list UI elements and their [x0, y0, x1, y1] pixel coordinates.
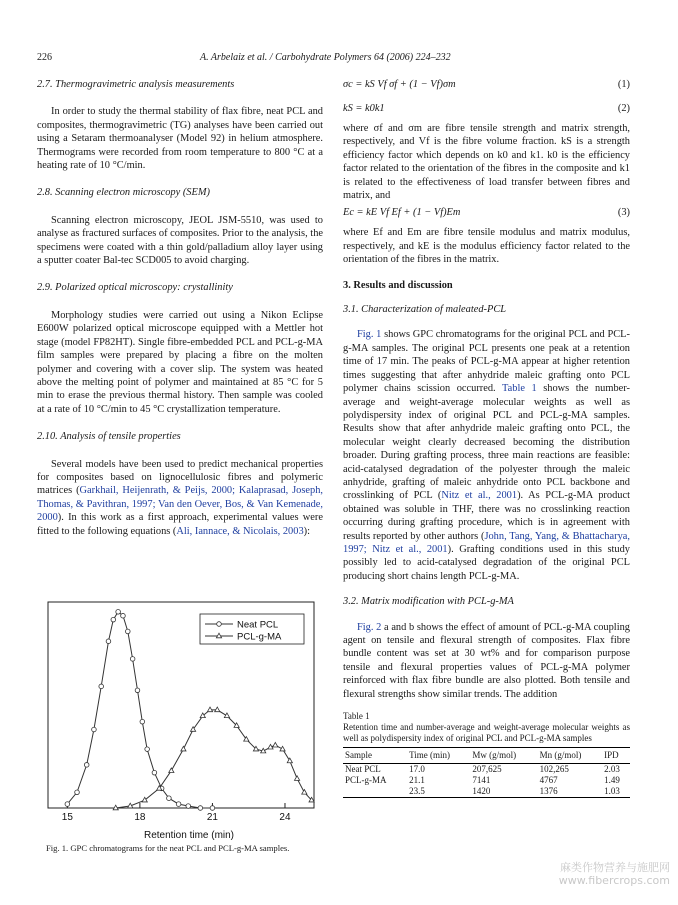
data-point-neat-pcl	[152, 770, 157, 775]
data-point-neat-pcl	[145, 747, 150, 752]
section-text-2-10: Several models have been used to predict mechanical properties for composites based on lignocellulosic fibres and polymeric matrices (Garkhail, Heijenrath, & Peijs, 2000; Kalaprasad, Joseph, Thomas, & Pavithran, 1997; Van den Oever, Bos, & Van Kemenade, 2000). In this work as a first approach, experimental values were fitted to the following equations (Ali, Iannace, & Nicolais, 2003):	[37, 458, 323, 537]
x-tick-label: 18	[134, 812, 146, 823]
gpc-chromatogram-chart	[40, 594, 322, 840]
citation-link[interactable]: Garkhail, Heijenrath, & Peijs, 2000; Kalaprasad, Joseph, Thomas, & Pavithran, 1997; Van den Oever, Bos, & Van Kemenade, 2000	[37, 485, 323, 524]
data-point-neat-pcl	[210, 806, 215, 811]
data-point-neat-pcl	[121, 613, 126, 618]
table-header: IPD	[602, 748, 630, 764]
table-row: Neat PCL 17.0 207,625 102,265 2.03	[345, 764, 620, 775]
citation-link[interactable]: John, Tang, Yang, & Bhattacharya, 1997; Nitz et al., 2001	[343, 530, 630, 555]
table-header: Mw (g/mol)	[470, 748, 537, 764]
equation-3: Ec = kE Vf Ef + (1 − Vf)Em (3)	[343, 207, 630, 219]
equation-2: kS = k0k1 (2)	[343, 103, 630, 114]
table-link[interactable]: Table 1	[502, 383, 537, 395]
table-1-grid	[343, 747, 630, 798]
equation-description: where σf and σm are fibre tensile strength and matrix strength, respectively, and Vf is the fibre volume fraction. kS is a strength efficiency factor which depends on k0 and k1. k0 is the efficiency factor related to the orientation of the fibres in the composite and k1 is related to the effectiveness of load transfer between fibres and matrix, and	[343, 123, 630, 202]
page-number: 226	[37, 52, 52, 63]
data-point-neat-pcl	[92, 727, 97, 732]
section-title-2-9: 2.9. Polarized optical microscopy: crystallinity	[37, 282, 233, 294]
data-point-neat-pcl	[99, 684, 104, 689]
section-text-2-9: Morphology studies were carried out using a Nikon Eclipse E600W polarized optical microscope equipped with a Mettler hot stage (model FP82HT). Single fibre-embedded PCL and PCL-g-MA film samples were prepared by placing a fibre on the molten polymer and covering with a cover slip. The system was heated above the melting point of polymer and maintained at 85 °C for 5 min to erase the previous thermal history. Then sample was cooled at a rate of 10 °C/min to 45 °C crystallization temperature.	[37, 309, 323, 415]
section-text-3-2: Fig. 2 a and b shows the effect of amount of PCL-g-MA coupling agent on tensile and flexural strength of composites. Flax fibre bundle content was set at 30 wt% and for comparison purpose tensile and flexural properties values of PCL-g-MA polymer reinforced with flax fibre bundle are also plotted. Both tensile and flexural strengths show similar trends. The addition	[343, 621, 630, 700]
data-point-neat-pcl	[84, 763, 89, 768]
watermark: 麻类作物营养与施肥网 www.fibercrops.com	[558, 861, 670, 887]
legend-marker	[217, 622, 222, 627]
table-row: 23.5 1420 1376 1.03	[343, 786, 630, 798]
x-tick-label: 15	[61, 812, 73, 823]
figure-link[interactable]: Fig. 2	[357, 621, 382, 633]
data-point-neat-pcl	[65, 802, 70, 807]
table-header: Mn (g/mol)	[538, 748, 602, 764]
data-point-neat-pcl	[111, 617, 116, 622]
series-line-1	[116, 710, 312, 808]
section-title-3-2: 3.2. Matrix modification with PCL-g-MA	[343, 596, 514, 608]
data-point-neat-pcl	[140, 719, 145, 724]
data-point-neat-pcl	[106, 639, 111, 644]
series-line-0	[67, 612, 212, 808]
data-point-pcl-g-ma	[294, 776, 299, 781]
citation-link[interactable]: Nitz et al., 2001	[441, 490, 518, 502]
section-text-3-1: Fig. 1 shows GPC chromatograms for the original PCL and PCL-g-MA samples. The original PCL presents one peak at a retention time of 17 min. The peaks of PCL-g-MA appear at higher retention times suggesting that after anhydride maleic grafting onto PCL polymer chains scission occurred. Table 1 shows the number-average and weight-average molecular weights as well as polydispersity index of original PCL and PCL-g-MA samples. Results show that after anhydride maleic grafting onto PCL, the molecular weight clearly decreased becoming the distribution broader. During grafting process, three main reactions are feasible: acid-catalysed degradation of the polyester through the maleic anhydride, grafting of maleic anhydride onto PCL backbone and crosslinking of PCL (Nitz et al., 2001). As PCL-g-MA product obtained was soluble in THF, there was no crosslinking reaction occurring during grafting procedure, which is in agreement with results reported by other authors (John, Tang, Yang, & Bhattacharya, 1997; Nitz et al., 2001). Grafting conditions used in this study possibly led to acid-catalysed degradation of the original PCL producing short chains length PCL-g-MA.	[343, 329, 630, 582]
data-point-neat-pcl	[135, 688, 140, 693]
data-point-pcl-g-ma	[273, 742, 278, 747]
table-row: PCL-g-MA 21.1 7141 4767 1.49	[345, 775, 620, 786]
table-caption: Retention time and number-average and weight-average molecular weights as well as polydispersity index of original PCL and PCL-g-MA samples	[343, 722, 630, 744]
data-point-neat-pcl	[116, 610, 121, 615]
section-text-2-7: In order to study the thermal stability of flax fibre, neat PCL and composites, thermogravimetric (TG) analyses have been carried out using a Setaram thermoanalyser (Model 92) in helium atmosphere. Thermograms were recorded from room temperature to 800 °C at a heating rate of 10 °C/min.	[37, 106, 323, 172]
table-header: Time (min)	[407, 748, 470, 764]
data-point-pcl-g-ma	[169, 768, 174, 773]
data-point-pcl-g-ma	[200, 713, 205, 718]
data-point-pcl-g-ma	[142, 797, 147, 802]
data-point-neat-pcl	[186, 804, 191, 809]
figure-link[interactable]: Fig. 1	[357, 329, 382, 341]
section-title-2-10: 2.10. Analysis of tensile properties	[37, 431, 181, 443]
data-point-pcl-g-ma	[181, 746, 186, 751]
table-1	[343, 711, 630, 798]
legend-label: PCL-g-MA	[237, 631, 282, 643]
equation-1: σc = kS Vf σf + (1 − Vf)σm (1)	[343, 79, 630, 90]
right-column	[343, 78, 630, 798]
data-point-neat-pcl	[75, 790, 80, 795]
left-column	[37, 78, 323, 538]
legend-label: Neat PCL	[237, 619, 279, 631]
figure-1	[40, 594, 322, 840]
data-point-neat-pcl	[198, 806, 203, 811]
x-tick-label: 24	[279, 812, 291, 823]
section-title-3: 3. Results and discussion	[343, 279, 453, 291]
data-point-neat-pcl	[126, 629, 131, 634]
figure-caption: Fig. 1. GPC chromatograms for the neat PCL and PCL-g-MA samples.	[46, 843, 290, 853]
section-title-3-1: 3.1. Characterization of maleated-PCL	[343, 304, 507, 316]
section-text-2-8: Scanning electron microscopy, JEOL JSM-5510, was used to analyse as fractured surfaces of composites. Prior to the analysis, the specimens were coated with a thin gold/palladium alloy layer using a sputter coater Bal-tec SCD005 to avoid charging.	[37, 214, 323, 267]
equation-description-2: where Ef and Em are fibre tensile modulus and matrix modulus, respectively, and kE is the modulus efficiency factor related to the orientation of the fibres in the matrix.	[343, 227, 630, 266]
data-point-pcl-g-ma	[302, 790, 307, 795]
section-title-2-8: 2.8. Scanning electron microscopy (SEM)	[37, 187, 210, 199]
data-point-neat-pcl	[167, 796, 172, 801]
citation-link[interactable]: Ali, Iannace, & Nicolais, 2003	[176, 525, 304, 537]
x-axis-label: Retention time (min)	[143, 830, 235, 840]
running-header: A. Arbelaiz et al. / Carbohydrate Polymers 64 (2006) 224–232	[200, 52, 451, 63]
section-title-2-7: 2.7. Thermogravimetric analysis measurements	[37, 79, 235, 90]
data-point-neat-pcl	[130, 657, 135, 662]
table-header: Sample	[343, 748, 407, 764]
x-tick-label: 21	[206, 812, 218, 823]
data-point-neat-pcl	[176, 802, 181, 807]
table-label: Table 1	[343, 711, 370, 722]
